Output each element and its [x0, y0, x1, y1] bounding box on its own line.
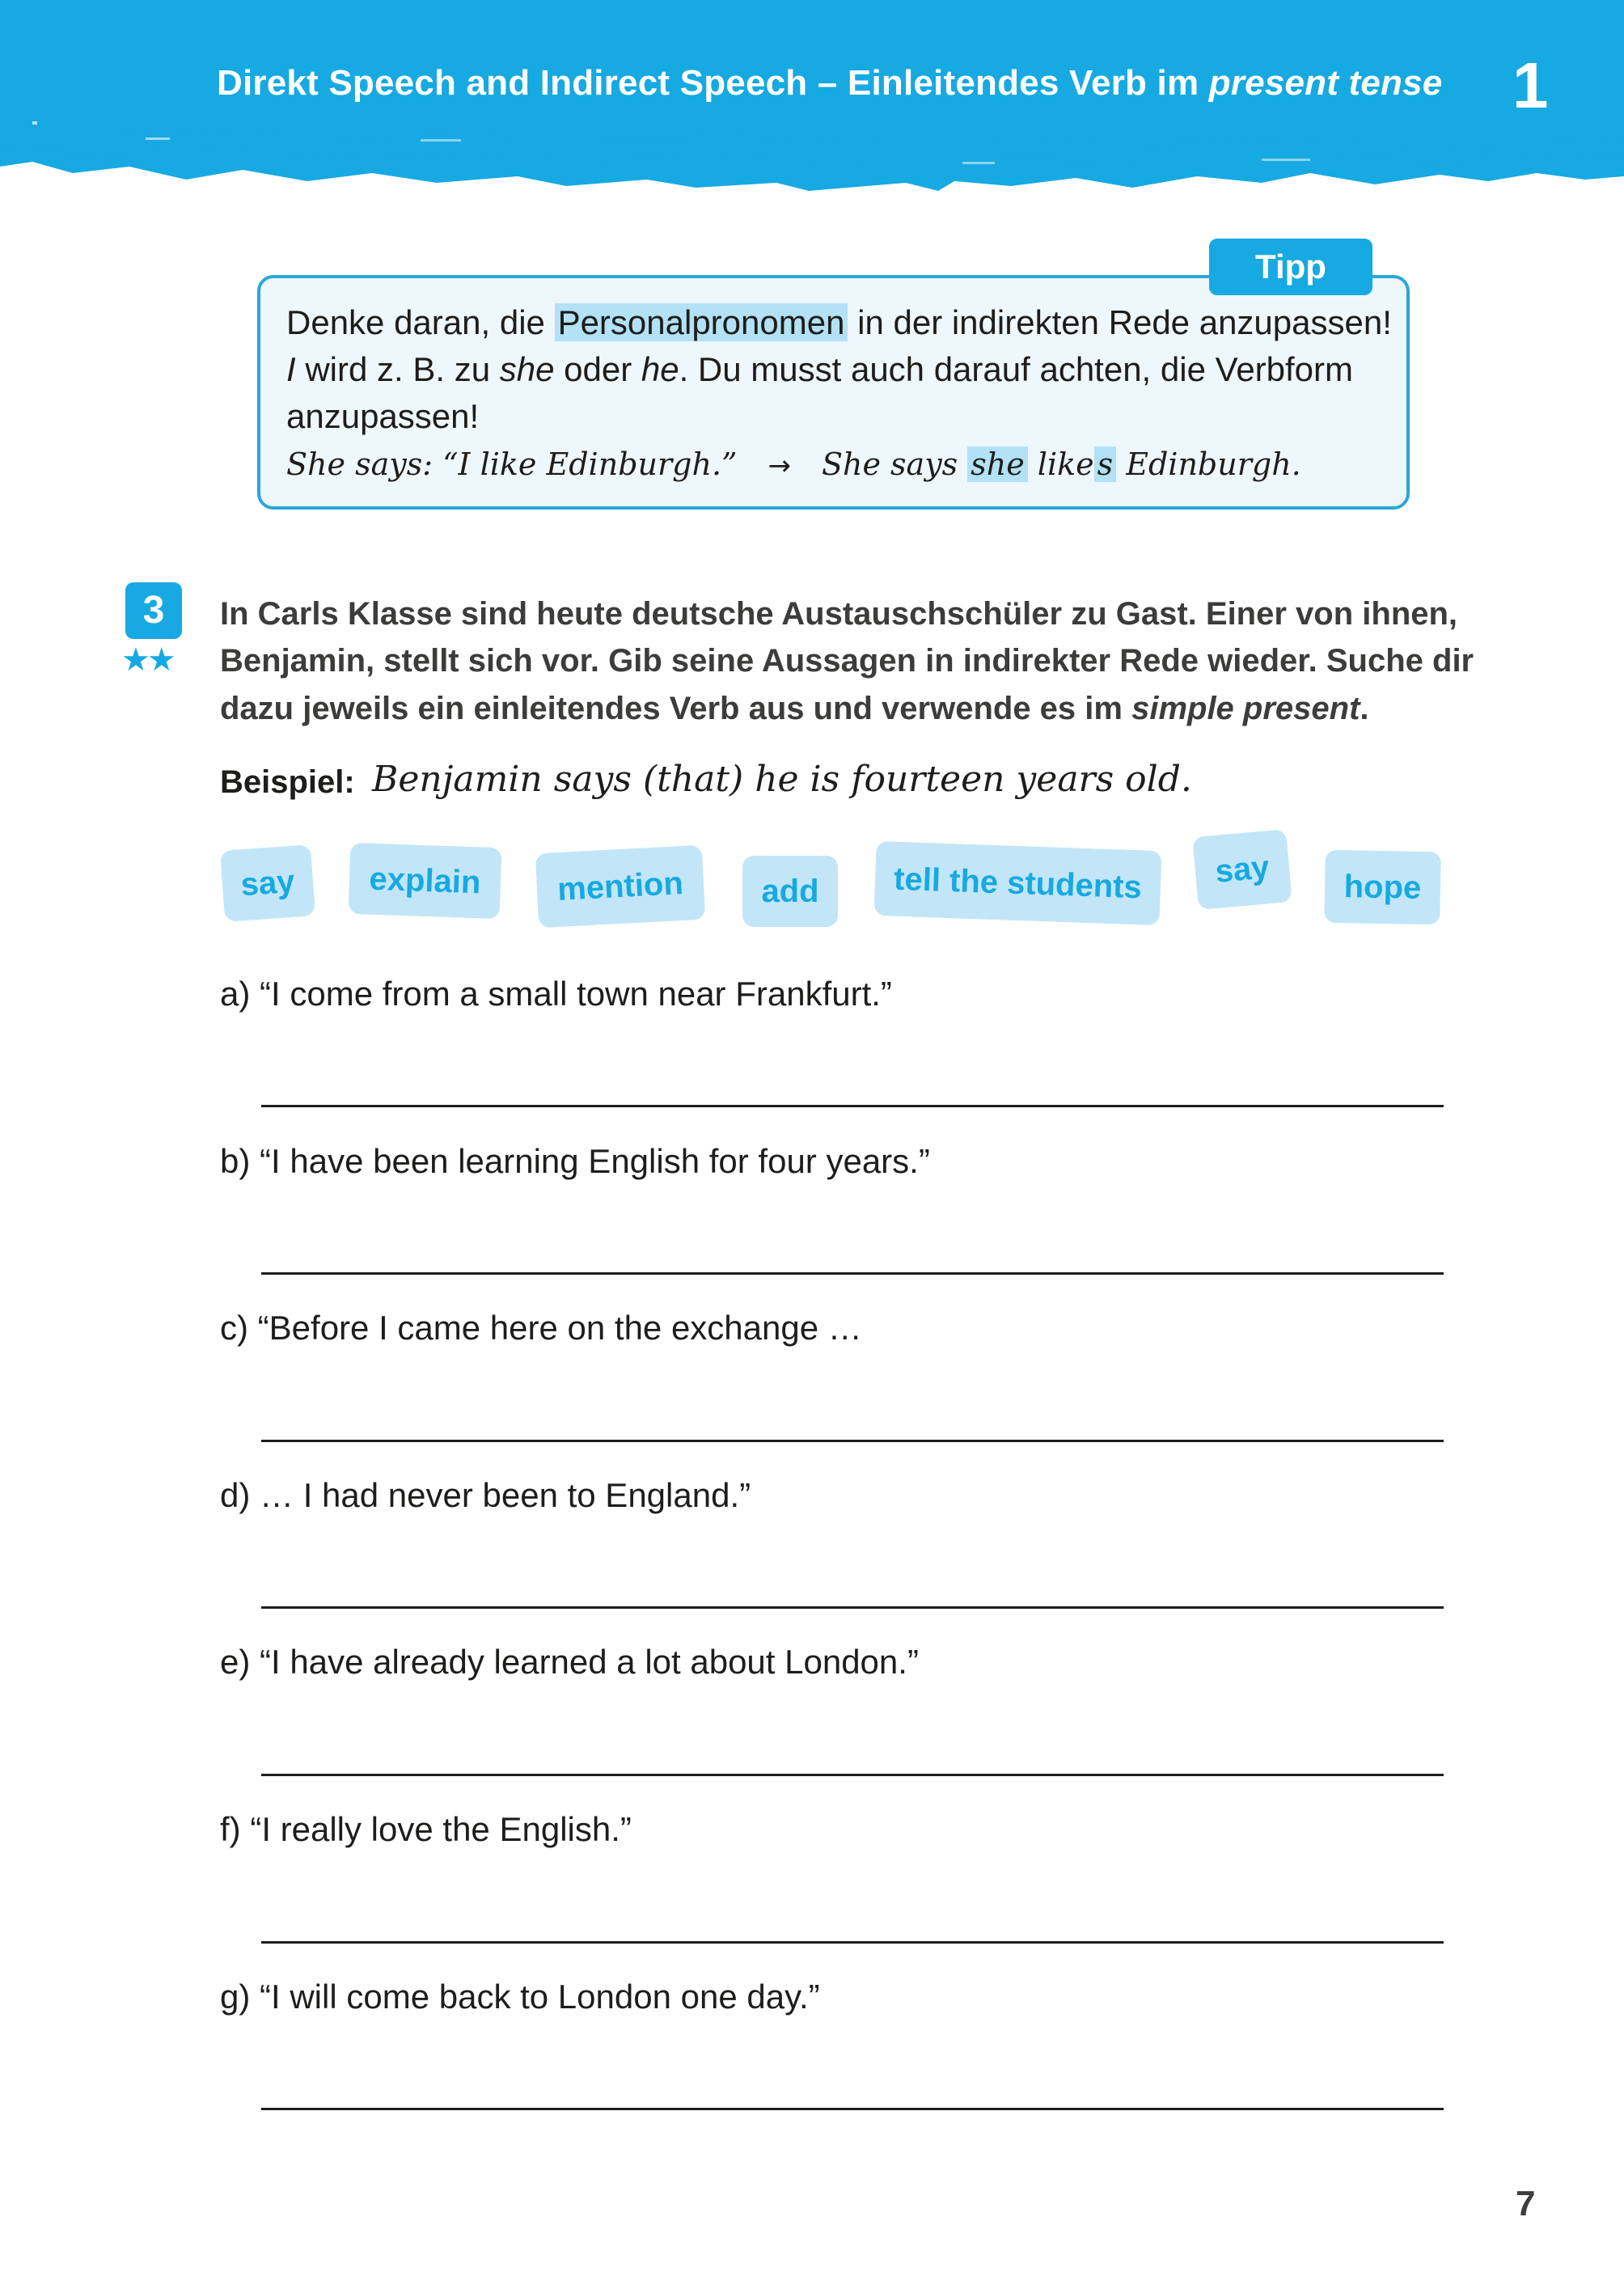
tip-badge: Tipp	[1209, 239, 1372, 295]
answer-line-e[interactable]	[261, 1774, 1444, 1776]
chapter-title-italic: present tense	[1208, 63, 1443, 103]
exercise-item-g	[220, 1978, 820, 2016]
verb-chip-add: add	[742, 856, 838, 927]
instruction-line-2: Benjamin, stellt sich vor. Gib seine Aussagen in indirekter Rede wieder. Suche dir	[220, 643, 1474, 679]
tip-text: Denke daran, die	[286, 303, 555, 341]
item-sentence: … I had never been to England.”	[260, 1476, 751, 1514]
item-sentence: “I will come back to London one day.”	[260, 1978, 820, 2016]
tip-highlight-personalpronomen: Personalpronomen	[555, 303, 848, 341]
tip-text: oder	[554, 350, 641, 388]
item-sentence: “I have been learning English for four years.”	[260, 1142, 930, 1180]
exercise-item-d	[220, 1476, 751, 1515]
verb-chip-explain: explain	[349, 843, 502, 919]
instruction-line-1: In Carls Klasse sind heute deutsche Austauschschüler zu Gast. Einer von ihnen,	[220, 596, 1458, 632]
tip-example-indirect: Edinburgh.	[1116, 446, 1301, 482]
answer-line-d[interactable]	[261, 1606, 1444, 1609]
answer-line-c[interactable]	[261, 1440, 1444, 1442]
instruction-text: .	[1360, 691, 1369, 726]
tip-text: in der indirekten Rede anzupassen!	[848, 303, 1392, 341]
item-label: g)	[220, 1978, 251, 2016]
tip-text: wird z. B. zu	[295, 350, 500, 388]
answer-line-g[interactable]	[261, 2108, 1444, 2110]
chapter-title	[217, 63, 1462, 104]
instruction-italic: simple present	[1131, 691, 1360, 726]
verb-chip-say-2: say	[1192, 829, 1292, 910]
item-sentence: “I really love the English.”	[250, 1810, 632, 1848]
tip-example	[286, 446, 1301, 482]
difficulty-stars-icon: ★★	[121, 642, 173, 678]
verb-chip-hope: hope	[1324, 850, 1441, 924]
tip-line-1	[286, 303, 1392, 342]
exercise-number-badge: 3	[125, 582, 182, 639]
tip-example-highlight-she: she	[967, 446, 1027, 482]
answer-line-f[interactable]	[261, 1941, 1444, 1944]
item-sentence: “I have already learned a lot about London.”	[260, 1643, 919, 1681]
tip-word-she: she	[499, 350, 555, 388]
item-label: f)	[220, 1810, 241, 1848]
page-number: 7	[1516, 2184, 1536, 2223]
exercise-item-c	[220, 1309, 862, 1347]
verb-chip-mention: mention	[535, 845, 706, 929]
item-label: e)	[220, 1643, 251, 1681]
tip-example-indirect: She says	[821, 446, 968, 482]
chapter-title-main: Direkt Speech and Indirect Speech – Einleitendes Verb im	[217, 63, 1209, 103]
tip-text: . Du musst auch darauf achten, die Verbform	[679, 350, 1354, 388]
tip-example-indirect: like	[1027, 446, 1094, 482]
instruction-text: dazu jeweils ein einleitendes Verb aus und verwende es im	[220, 691, 1132, 726]
tip-word-i: I	[286, 350, 296, 388]
chapter-number: 1	[1512, 49, 1549, 121]
item-label: d)	[220, 1476, 251, 1514]
example-label: Beispiel:	[220, 764, 355, 800]
tip-line-2	[286, 350, 1353, 389]
example-handwritten-answer: Benjamin says (that) he is fourteen years old.	[372, 759, 1192, 800]
item-label: a)	[220, 975, 251, 1013]
item-label: b)	[220, 1142, 251, 1180]
exercise-item-e	[220, 1643, 919, 1682]
tip-line-3: anzupassen!	[286, 397, 480, 435]
tip-word-he: he	[641, 350, 679, 388]
arrow-right-icon: →	[768, 450, 791, 482]
exercise-item-f	[220, 1810, 632, 1849]
tip-example-highlight-s: s	[1094, 446, 1117, 482]
answer-line-b[interactable]	[261, 1272, 1444, 1275]
verb-chip-say: say	[220, 844, 315, 922]
item-label: c)	[220, 1309, 248, 1347]
item-sentence: “Before I came here on the exchange …	[257, 1309, 862, 1347]
verb-chip-tell-the-students: tell the students	[874, 841, 1162, 925]
item-sentence: “I come from a small town near Frankfurt.”	[260, 975, 892, 1013]
tip-example-direct: She says: “I like Edinburgh.”	[286, 446, 738, 482]
exercise-item-a	[220, 975, 892, 1013]
exercise-item-b	[220, 1142, 930, 1181]
instruction-line-3	[220, 691, 1369, 727]
answer-line-a[interactable]	[261, 1105, 1444, 1107]
